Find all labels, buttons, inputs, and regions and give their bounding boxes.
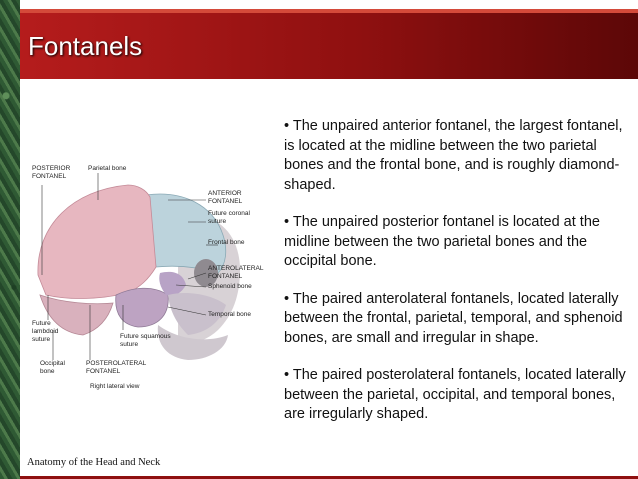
slide-footer: Anatomy of the Head and Neck <box>27 457 161 468</box>
label-frontal-bone <box>208 239 245 247</box>
slide-title: Fontanels <box>28 31 143 61</box>
label-line: Frontal bone <box>208 239 245 246</box>
label-view <box>90 383 140 391</box>
label-line: Temporal bone <box>208 311 251 318</box>
label-occipital-bone <box>40 360 65 376</box>
label-line: suture <box>32 336 51 343</box>
title-bar-stripe <box>20 9 638 13</box>
label-line: FONTANEL <box>32 173 67 180</box>
label-posterolateral-fontanel <box>86 360 146 376</box>
parietal-bone-shape <box>38 185 156 299</box>
label-line: Future coronal <box>208 210 250 217</box>
label-line: Occipital <box>40 360 65 367</box>
label-line: suture <box>120 341 139 348</box>
label-future-lambdoid-suture <box>32 320 58 344</box>
label-anterolateral-fontanel <box>208 265 264 281</box>
label-line: FONTANEL <box>86 368 121 375</box>
label-line: POSTERIOR <box>32 165 71 172</box>
bullet-anterior-fontanel: • The unpaired anterior fontanel, the largest fontanel, is located at the midline between the two parietal bones and the frontal bone, and is roughly diamond-shaped. <box>284 118 623 193</box>
title-bar <box>20 9 638 79</box>
label-temporal-bone <box>208 311 251 319</box>
bullet-posterior-fontanel: • The unpaired posterior fontanel is located at the midline between the two parietal bones and the occipital bone. <box>284 214 600 269</box>
label-anterior-fontanel <box>208 190 242 206</box>
label-line: suture <box>208 218 227 225</box>
label-line: bone <box>40 368 55 375</box>
label-parietal-bone <box>88 165 126 173</box>
label-line: POSTEROLATERAL <box>86 360 147 367</box>
label-line: FONTANEL <box>208 198 243 205</box>
marble-sidebar <box>0 0 20 479</box>
label-posterior-fontanel <box>32 165 70 181</box>
label-future-squamous-suture <box>120 333 171 349</box>
label-line: Parietal bone <box>88 165 127 172</box>
label-line: lambdoid <box>32 328 59 335</box>
label-sphenoid-bone <box>208 283 252 291</box>
label-line: FONTANEL <box>208 273 243 280</box>
bullet-list <box>284 117 634 443</box>
temporal-bone-shape <box>116 288 168 327</box>
label-line: Sphenoid bone <box>208 283 252 290</box>
label-line: Right lateral view <box>90 383 140 390</box>
bullet-anterolateral-fontanels: • The paired anterolateral fontanels, located laterally between the frontal, parietal, temporal, and sphenoid bones, are small and irregular in shape. <box>284 290 623 346</box>
label-line: Future squamous <box>120 333 171 340</box>
bullet-posterolateral-fontanels: • The paired posterolateral fontanels, located laterally between the parietal, occipital, and temporal bones, are irregularly shaped. <box>284 367 626 422</box>
label-future-coronal-suture <box>208 210 250 226</box>
label-line: Future <box>32 320 51 327</box>
top-margin <box>20 0 638 9</box>
label-line: ANTEROLATERAL <box>208 265 264 272</box>
skull-figure <box>28 155 268 395</box>
label-line: ANTERIOR <box>208 190 242 197</box>
